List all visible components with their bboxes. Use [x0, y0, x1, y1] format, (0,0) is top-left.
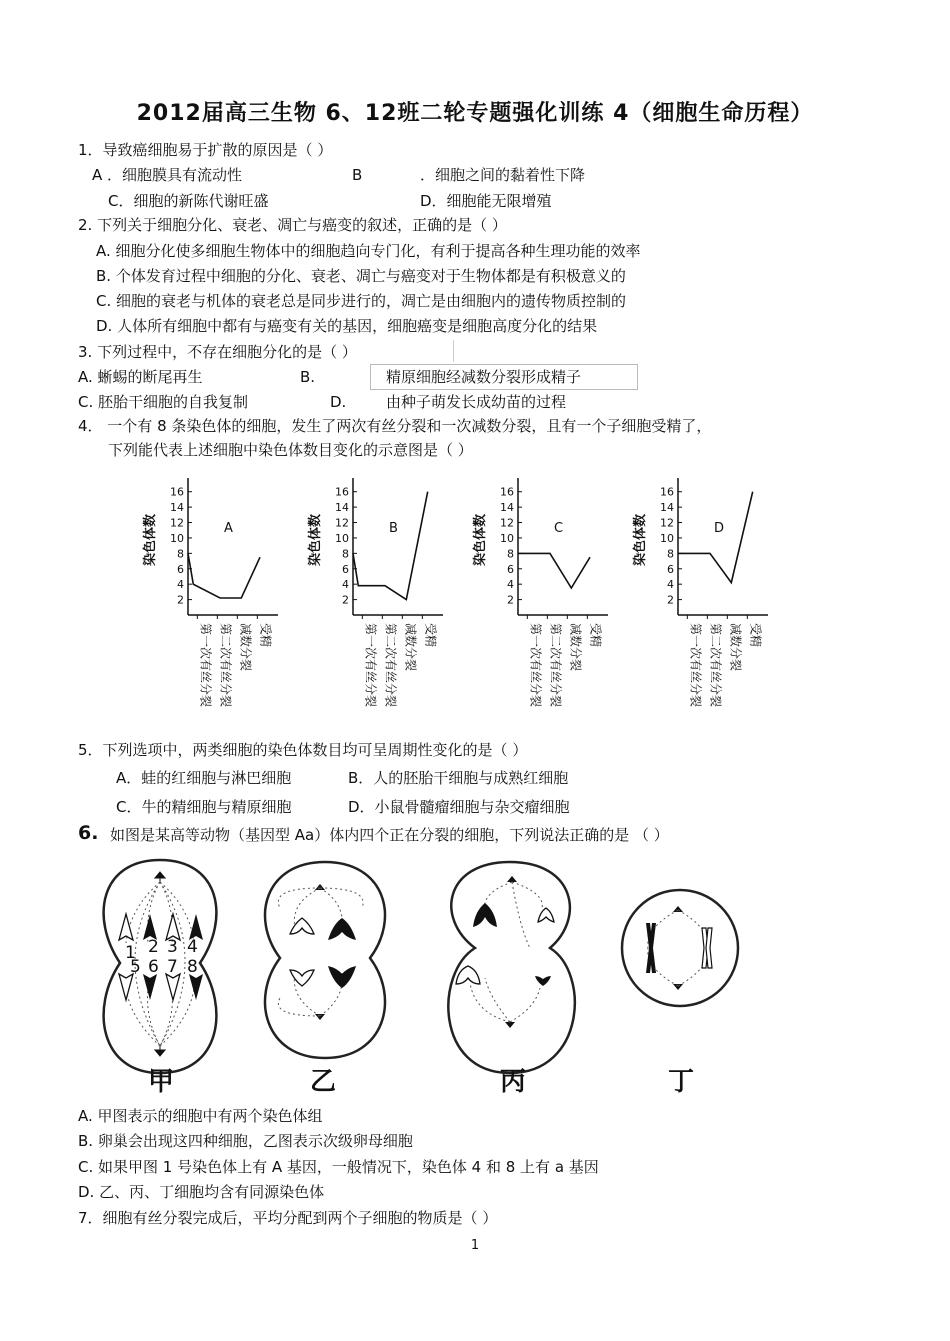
q6-option-a: A. 甲图表示的细胞中有两个染色体组 [78, 1107, 323, 1125]
chrom-num-5: 5 [130, 957, 141, 977]
chart-C-title: C [554, 521, 564, 536]
chart-B-category-label: 第一次有丝分裂 [363, 623, 378, 708]
chart-C-category-label: 第一次有丝分裂 [528, 623, 543, 708]
q1-option-a: A ．细胞膜具有流动性 [92, 166, 243, 184]
chart-C-ytick-label: 16 [500, 485, 514, 499]
chart-A-category-label: 第二次有丝分裂 [218, 623, 233, 708]
chrom-num-3: 3 [167, 937, 178, 957]
q5-option-b: B．人的胚胎干细胞与成熟红细胞 [348, 769, 569, 787]
q1-stem: 1．导致癌细胞易于扩散的原因是（ ） [78, 141, 333, 159]
chart-A-category-label: 第一次有丝分裂 [198, 623, 213, 708]
chrom-num-7: 7 [167, 957, 178, 977]
q6-number: 6. [78, 822, 99, 844]
q3-option-d: 由种子萌发长成幼苗的过程 [386, 393, 567, 411]
q1-option-d: D．细胞能无限增殖 [420, 192, 552, 210]
chromosome-number-charts [140, 470, 820, 730]
chart-D-ytick-label: 16 [660, 485, 674, 499]
cell-yi [265, 862, 385, 1058]
q4-line1: 4． 一个有 8 条染色体的细胞，发生了两次有丝分裂和一次减数分裂，且有一个子细胞受精了， [78, 417, 712, 435]
q6-option-c: C. 如果甲图 1 号染色体上有 A 基因，一般情况下，染色体 4 和 8 上有 a 基因 [78, 1158, 599, 1176]
chart-B-ytick-label: 6 [342, 562, 349, 576]
chart-A-ytick-label: 16 [170, 485, 184, 499]
chart-D-ytick-label: 6 [667, 562, 674, 576]
chart-B-title: B [389, 521, 398, 536]
cell-label-jia: 甲 [148, 1067, 175, 1097]
cell-label-bing: 丙 [500, 1067, 527, 1097]
chart-D-ylabel: 染色体数 [633, 513, 648, 567]
chart-B-ytick-label: 8 [342, 547, 349, 561]
chart-A-ytick-label: 4 [177, 578, 184, 592]
q3-stem: 3. 下列过程中，不存在细胞分化的是（ ） [78, 343, 357, 361]
chart-A-series-line [188, 553, 260, 598]
chrom-num-6: 6 [148, 957, 159, 977]
q1-option-c: C．细胞的新陈代谢旺盛 [108, 192, 269, 210]
q4-line2: 下列能代表上述细胞中染色体数目变化的示意图是（ ） [108, 441, 473, 459]
chart-B-category-label: 受精 [423, 623, 438, 648]
q5-option-d: D．小鼠骨髓瘤细胞与杂交瘤细胞 [348, 798, 570, 816]
q2-option-c: C. 细胞的衰老与机体的衰老总是同步进行的，凋亡是由细胞内的遗传物质控制的 [96, 292, 627, 310]
cell-label-yi: 乙 [310, 1067, 337, 1097]
chart-B-ytick-label: 14 [335, 501, 349, 515]
q2-option-a: A. 细胞分化使多细胞生物体中的细胞趋向专门化，有利于提高各种生理功能的效率 [96, 242, 641, 260]
chart-B-ytick-label: 16 [335, 485, 349, 499]
chart-A-ytick-label: 2 [177, 593, 184, 607]
q1-option-b-letter: B [352, 166, 363, 184]
q6-stem: 如图是某高等动物（基因型 Aa）体内四个正在分裂的细胞，下列说法正确的是 （ ） [110, 826, 669, 844]
chart-B-ytick-label: 2 [342, 593, 349, 607]
cell-bing [448, 862, 574, 1073]
chart-C-category-label: 受精 [588, 623, 603, 648]
chart-B-series-line [353, 492, 428, 600]
chart-A-ytick-label: 12 [170, 516, 184, 530]
q6-option-d: D. 乙、丙、丁细胞均含有同源染色体 [78, 1183, 325, 1201]
chart-A-title: A [224, 521, 233, 536]
chart-B-ytick-label: 4 [342, 578, 349, 592]
chrom-num-8: 8 [187, 957, 198, 977]
q3-option-d-letter: D. [330, 393, 347, 411]
chart-C-ytick-label: 14 [500, 501, 514, 515]
chart-C-category-label: 减数分裂 [568, 623, 583, 672]
chart-C-series-line [518, 553, 590, 588]
chrom-num-2: 2 [148, 937, 159, 957]
chart-B-category-label: 减数分裂 [403, 623, 418, 672]
chart-C-ytick-label: 2 [507, 593, 514, 607]
chart-C-category-label: 第二次有丝分裂 [548, 623, 563, 708]
cell-jia [104, 860, 217, 1073]
chart-D-title: D [714, 521, 725, 536]
q5-option-a: A．蛙的红细胞与淋巴细胞 [116, 769, 292, 787]
chart-A-ytick-label: 14 [170, 501, 184, 515]
page-title: 2012届高三生物 6、12班二轮专题强化训练 4（细胞生命历程） [136, 101, 814, 126]
q2-option-d: D. 人体所有细胞中都有与癌变有关的基因，细胞癌变是细胞高度分化的结果 [96, 317, 598, 335]
chart-B-category-label: 第二次有丝分裂 [383, 623, 398, 708]
q2-stem: 2. 下列关于细胞分化、衰老、凋亡与癌变的叙述，正确的是（ ） [78, 216, 507, 234]
q5-stem: 5．下列选项中，两类细胞的染色体数目均可呈周期性变化的是（ ） [78, 741, 528, 759]
chart-B-ylabel: 染色体数 [308, 513, 323, 567]
chart-D-category-label: 减数分裂 [728, 623, 743, 672]
q3-box-edge [365, 340, 454, 362]
chart-D-ytick-label: 2 [667, 593, 674, 607]
q7-stem: 7．细胞有丝分裂完成后，平均分配到两个子细胞的物质是（ ） [78, 1209, 498, 1227]
chart-B-ytick-label: 10 [335, 531, 349, 545]
chart-C-ylabel: 染色体数 [473, 513, 488, 567]
chart-D-ytick-label: 4 [667, 578, 674, 592]
chart-D-series-line [678, 492, 753, 583]
chrom-num-4: 4 [187, 937, 198, 957]
page-number: 1 [470, 1238, 480, 1253]
chart-C-ytick-label: 12 [500, 516, 514, 530]
cell-label-ding: 丁 [668, 1067, 695, 1097]
q5-option-c: C．牛的精细胞与精原细胞 [116, 798, 292, 816]
chart-D-ytick-label: 14 [660, 501, 674, 515]
q3-option-c: C. 胚胎干细胞的自我复制 [78, 393, 249, 411]
q3-option-b-letter: B. [300, 368, 316, 386]
chart-D-category-label: 第二次有丝分裂 [708, 623, 723, 708]
chart-A-ytick-label: 8 [177, 547, 184, 561]
chart-D-ytick-label: 8 [667, 547, 674, 561]
q3-option-a: A. 蜥蜴的断尾再生 [78, 368, 203, 386]
chart-D-ytick-label: 10 [660, 531, 674, 545]
q3-option-b: 精原细胞经减数分裂形成精子 [386, 368, 582, 386]
q1-option-b: ．细胞之间的黏着性下降 [420, 166, 586, 184]
chart-C-ytick-label: 6 [507, 562, 514, 576]
chart-D-category-label: 第一次有丝分裂 [688, 623, 703, 708]
q2-option-b: B. 个体发育过程中细胞的分化、衰老、凋亡与癌变对于生物体都是有积极意义的 [96, 267, 626, 285]
chart-D-category-label: 受精 [748, 623, 763, 648]
chart-A-ytick-label: 6 [177, 562, 184, 576]
cell-ding [622, 890, 738, 1006]
chart-D-ytick-label: 12 [660, 516, 674, 530]
chart-A-category-label: 受精 [258, 623, 273, 648]
chart-C-ytick-label: 10 [500, 531, 514, 545]
q6-option-b: B. 卵巢会出现这四种细胞，乙图表示次级卵母细胞 [78, 1132, 413, 1150]
chart-A-ytick-label: 10 [170, 531, 184, 545]
chart-C-ytick-label: 8 [507, 547, 514, 561]
chrom-num-1: 1 [125, 943, 136, 963]
chart-B-ytick-label: 12 [335, 516, 349, 530]
chart-A-category-label: 减数分裂 [238, 623, 253, 672]
cell-division-figure [80, 848, 840, 1098]
chart-A-ylabel: 染色体数 [143, 513, 158, 567]
chart-C-ytick-label: 4 [507, 578, 514, 592]
